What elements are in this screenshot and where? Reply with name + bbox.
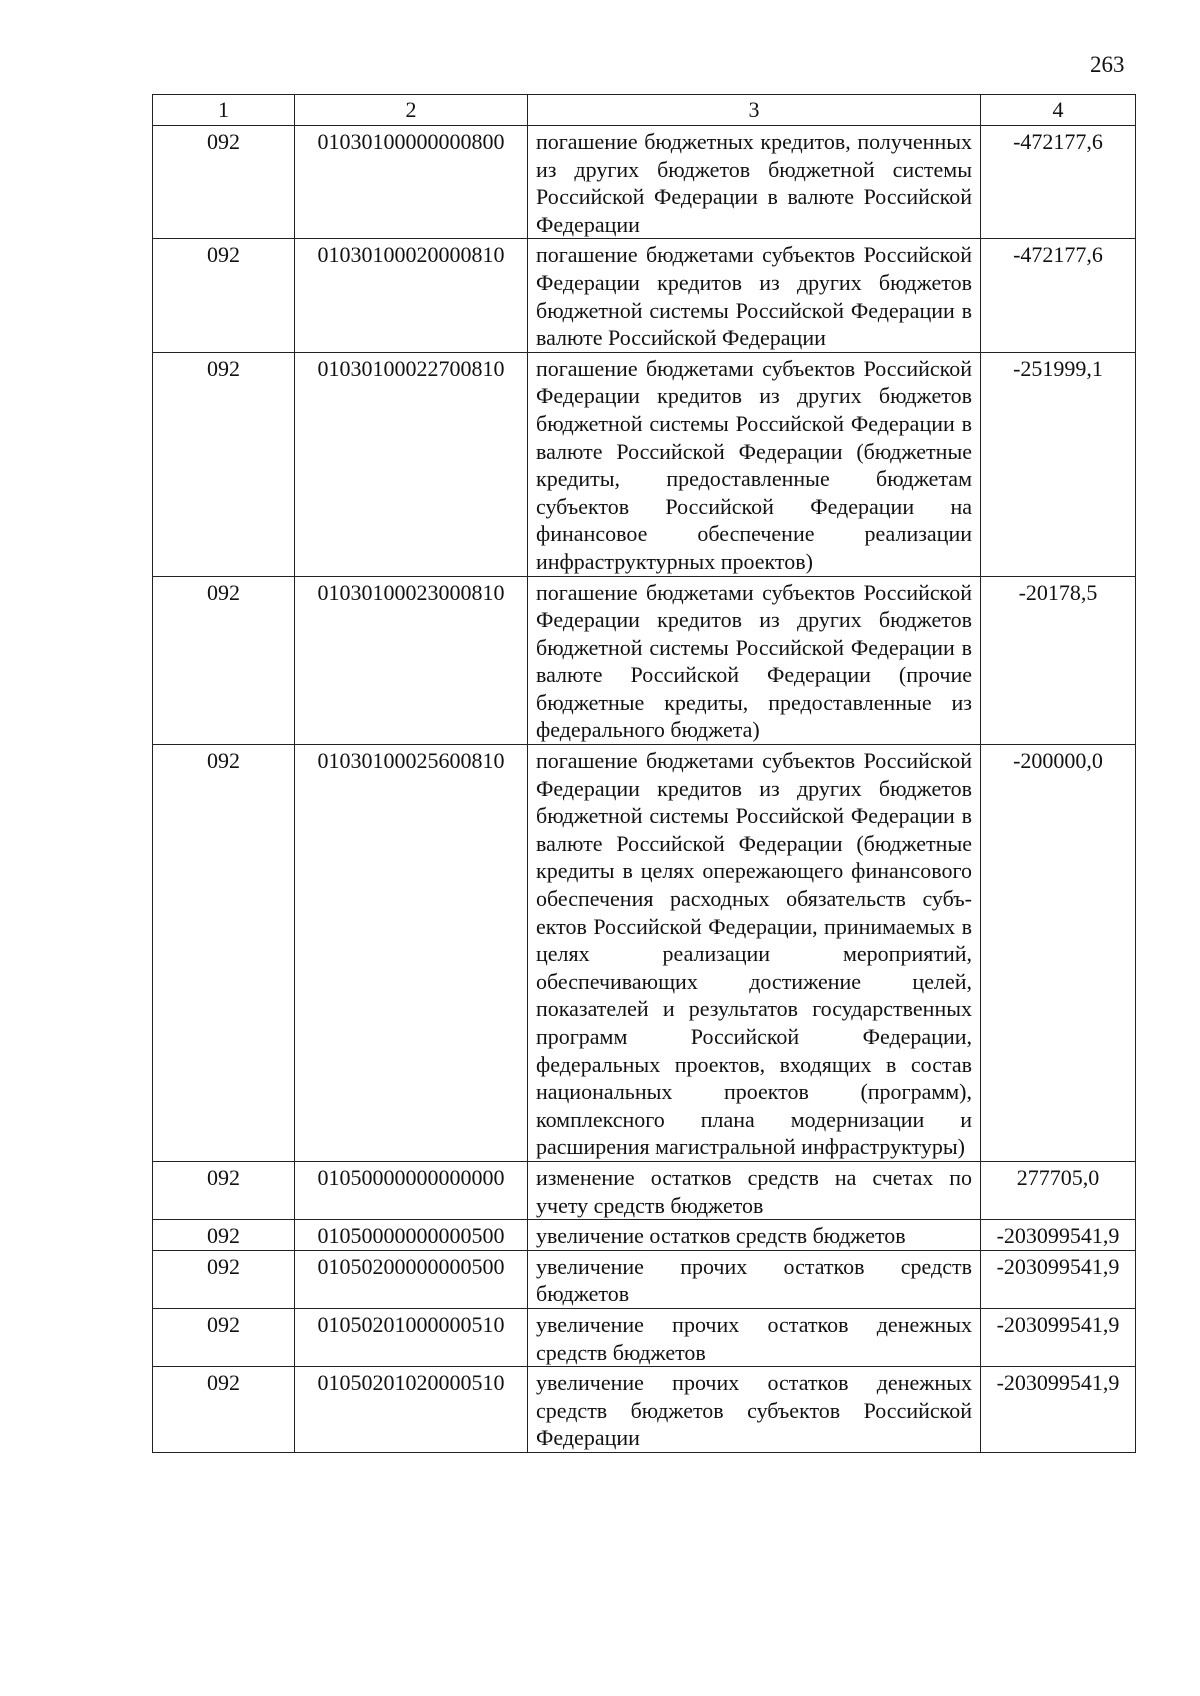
budget-code-cell: 01050200000000500 <box>295 1250 528 1308</box>
description-cell: увеличение прочих остатков денежных средств бюджетов субъектов Российской Федерации <box>528 1367 981 1453</box>
budget-code-cell: 01050201000000510 <box>295 1308 528 1366</box>
amount-cell: -203099541,9 <box>981 1220 1136 1251</box>
table-row <box>153 1250 1136 1308</box>
page-number: 263 <box>1090 52 1125 77</box>
admin-code-cell: 092 <box>153 352 295 576</box>
amount-cell: -251999,1 <box>981 352 1136 576</box>
amount-cell: -200000,0 <box>981 745 1136 1162</box>
description-cell: увеличение прочих остатков денежных средств бюджетов <box>528 1308 981 1366</box>
table-row <box>153 1367 1136 1453</box>
description-cell: погашение бюджетами субъектов Российской Федерации кредитов из других бюджетов бюджетной системы Российской Федерации в валюте Российской Федерации (бюджетные кредиты в целях опережающего финансового обеспечения расходных обязательств субъектов Российской Федерации, принимаемых в целях реализации мероприятий, обеспечивающих достижение целей, показателей и результатов государственных программ Российской Федерации, федеральных проектов, входящих в состав национальных проектов (программ), комплексного плана модернизации и расширения магистральной инфраструктуры) <box>528 745 981 1162</box>
amount-cell: -203099541,9 <box>981 1250 1136 1308</box>
budget-code-cell: 01030100020000810 <box>295 239 528 352</box>
admin-code-cell: 092 <box>153 239 295 352</box>
column-header: 1 <box>153 95 295 126</box>
admin-code-cell: 092 <box>153 576 295 745</box>
amount-cell: -472177,6 <box>981 126 1136 239</box>
amount-cell: 277705,0 <box>981 1161 1136 1219</box>
table-row <box>153 1220 1136 1251</box>
description-cell: погашение бюджетами субъектов Российской Федерации кредитов из других бюджетов бюджетной системы Российской Федерации в валюте Российской Федерации <box>528 239 981 352</box>
budget-code-cell: 01050000000000000 <box>295 1161 528 1219</box>
description-cell: погашение бюджетных кредитов, полученных из других бюджетов бюджетной системы Российской Федерации в валюте Российской Федерации <box>528 126 981 239</box>
table-row <box>153 1161 1136 1219</box>
budget-code-cell: 01050201020000510 <box>295 1367 528 1453</box>
admin-code-cell: 092 <box>153 1308 295 1366</box>
amount-cell: -472177,6 <box>981 239 1136 352</box>
table-row <box>153 576 1136 745</box>
description-cell: изменение остатков средств на счетах по учету средств бюджетов <box>528 1161 981 1219</box>
table-row <box>153 352 1136 576</box>
budget-sources-table <box>152 94 1136 1453</box>
admin-code-cell: 092 <box>153 1250 295 1308</box>
column-header: 4 <box>981 95 1136 126</box>
table-row <box>153 1308 1136 1366</box>
description-cell: увеличение прочих остатков средств бюджетов <box>528 1250 981 1308</box>
column-header: 3 <box>528 95 981 126</box>
table-row <box>153 745 1136 1162</box>
admin-code-cell: 092 <box>153 1367 295 1453</box>
description-cell: погашение бюджетами субъектов Российской Федерации кредитов из других бюджетов бюджетной системы Российской Федерации в валюте Российской Федерации (бюджетные кредиты, предоставленные бюджетам субъектов Российской Федерации на финансовое обеспечение реализации инфраструктурных проектов) <box>528 352 981 576</box>
description-cell: погашение бюджетами субъектов Российской Федерации кредитов из других бюджетов бюджетной системы Российской Федерации в валюте Российской Федерации (прочие бюджетные кредиты, предоставленные из федерального бюджета) <box>528 576 981 745</box>
budget-code-cell: 01030100000000800 <box>295 126 528 239</box>
table-row <box>153 239 1136 352</box>
amount-cell: -203099541,9 <box>981 1308 1136 1366</box>
budget-code-cell: 01050000000000500 <box>295 1220 528 1251</box>
budget-code-cell: 01030100022700810 <box>295 352 528 576</box>
amount-cell: -203099541,9 <box>981 1367 1136 1453</box>
budget-code-cell: 01030100025600810 <box>295 745 528 1162</box>
table-row <box>153 126 1136 239</box>
admin-code-cell: 092 <box>153 745 295 1162</box>
table-header-row <box>153 95 1136 126</box>
budget-code-cell: 01030100023000810 <box>295 576 528 745</box>
amount-cell: -20178,5 <box>981 576 1136 745</box>
description-cell: увеличение остатков средств бюджетов <box>528 1220 981 1251</box>
admin-code-cell: 092 <box>153 1161 295 1219</box>
column-header: 2 <box>295 95 528 126</box>
admin-code-cell: 092 <box>153 126 295 239</box>
admin-code-cell: 092 <box>153 1220 295 1251</box>
